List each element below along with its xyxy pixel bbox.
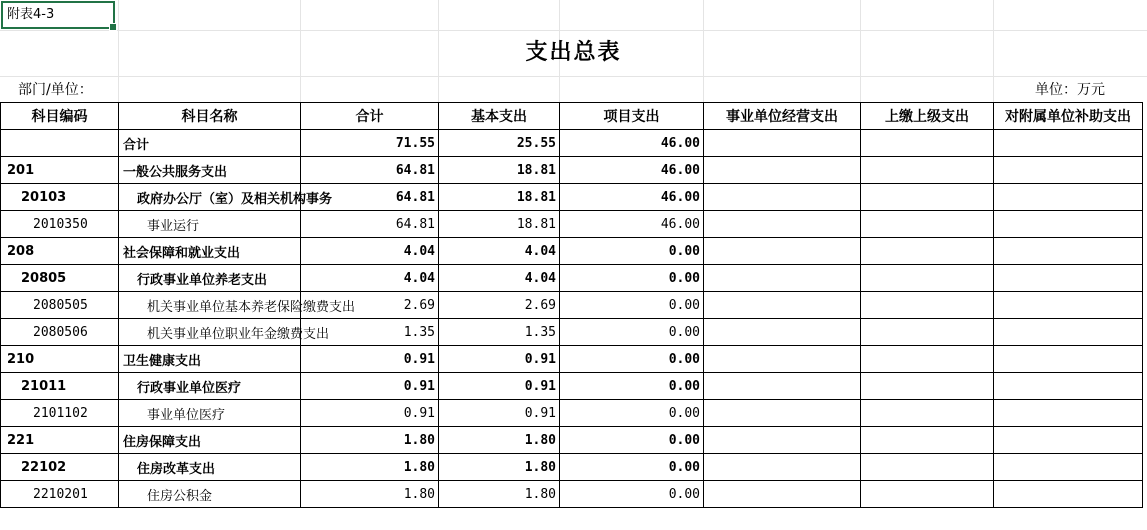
table-row (1, 211, 1143, 238)
subsidy-cell[interactable] (994, 346, 1143, 373)
name-cell[interactable]: 事业运行 (119, 211, 301, 238)
code-cell[interactable]: 2010350 (1, 211, 119, 238)
header-cell[interactable]: 科目名称 (119, 103, 301, 130)
code-cell[interactable] (1, 130, 119, 157)
basic-cell[interactable]: 18.81 (439, 184, 560, 211)
basic-cell[interactable]: 18.81 (439, 157, 560, 184)
subsidy-cell[interactable] (994, 400, 1143, 427)
code-cell[interactable]: 208 (1, 238, 119, 265)
name-cell[interactable]: 住房保障支出 (119, 427, 301, 454)
remit-cell[interactable] (861, 319, 994, 346)
department-label: 部门/单位： (18, 82, 93, 98)
business-cell[interactable] (704, 157, 861, 184)
table-row (1, 238, 1143, 265)
name-cell[interactable]: 合计 (119, 130, 301, 157)
remit-cell[interactable] (861, 373, 994, 400)
basic-cell[interactable]: 0.91 (439, 400, 560, 427)
business-cell[interactable] (704, 427, 861, 454)
fill-handle[interactable] (109, 23, 117, 31)
total-cell[interactable]: 0.91 (301, 346, 439, 373)
cell-ref-text: 附表4-3 (7, 7, 55, 22)
basic-cell[interactable]: 1.80 (439, 481, 560, 508)
subsidy-cell[interactable] (994, 427, 1143, 454)
total-cell[interactable]: 1.80 (301, 427, 439, 454)
header-cell[interactable]: 科目编码 (1, 103, 119, 130)
business-cell[interactable] (704, 238, 861, 265)
total-cell[interactable]: 64.81 (301, 184, 439, 211)
total-cell[interactable]: 1.35 (301, 319, 439, 346)
expenditure-table (0, 102, 1143, 508)
header-cell[interactable]: 基本支出 (439, 103, 560, 130)
table-row (1, 319, 1143, 346)
basic-cell[interactable]: 1.80 (439, 454, 560, 481)
name-cell[interactable]: 机关事业单位基本养老保险缴费支出 (119, 292, 301, 319)
code-cell[interactable]: 201 (1, 157, 119, 184)
total-cell[interactable]: 64.81 (301, 211, 439, 238)
remit-cell[interactable] (861, 157, 994, 184)
code-cell[interactable]: 22102 (1, 454, 119, 481)
subsidy-cell[interactable] (994, 184, 1143, 211)
header-cell[interactable]: 事业单位经营支出 (704, 103, 861, 130)
remit-cell[interactable] (861, 346, 994, 373)
project-cell[interactable]: 46.00 (560, 184, 704, 211)
project-cell[interactable]: 0.00 (560, 373, 704, 400)
project-cell[interactable]: 0.00 (560, 346, 704, 373)
remit-cell[interactable] (861, 265, 994, 292)
business-cell[interactable] (704, 211, 861, 238)
project-cell[interactable]: 0.00 (560, 400, 704, 427)
subsidy-cell[interactable] (994, 238, 1143, 265)
remit-cell[interactable] (861, 238, 994, 265)
table-row (1, 454, 1143, 481)
code-cell[interactable]: 2101102 (1, 400, 119, 427)
total-cell[interactable]: 1.80 (301, 454, 439, 481)
total-cell[interactable]: 0.91 (301, 373, 439, 400)
code-cell[interactable]: 2080506 (1, 319, 119, 346)
total-cell[interactable]: 64.81 (301, 157, 439, 184)
table-row (1, 184, 1143, 211)
project-cell[interactable]: 46.00 (560, 211, 704, 238)
name-cell[interactable]: 住房公积金 (119, 481, 301, 508)
business-cell[interactable] (704, 265, 861, 292)
table-row (1, 427, 1143, 454)
code-cell[interactable]: 2210201 (1, 481, 119, 508)
project-cell[interactable]: 0.00 (560, 265, 704, 292)
header-cell[interactable]: 项目支出 (560, 103, 704, 130)
name-cell[interactable]: 卫生健康支出 (119, 346, 301, 373)
table-row (1, 265, 1143, 292)
code-cell[interactable]: 2080505 (1, 292, 119, 319)
subsidy-cell[interactable] (994, 265, 1143, 292)
business-cell[interactable] (704, 481, 861, 508)
remit-cell[interactable] (861, 454, 994, 481)
basic-cell[interactable]: 2.69 (439, 292, 560, 319)
subsidy-cell[interactable] (994, 319, 1143, 346)
remit-cell[interactable] (861, 481, 994, 508)
name-cell[interactable]: 住房改革支出 (119, 454, 301, 481)
table-row (1, 373, 1143, 400)
code-cell[interactable]: 21011 (1, 373, 119, 400)
basic-cell[interactable]: 4.04 (439, 238, 560, 265)
project-cell[interactable]: 0.00 (560, 481, 704, 508)
project-cell[interactable]: 46.00 (560, 157, 704, 184)
business-cell[interactable] (704, 130, 861, 157)
name-cell[interactable]: 社会保障和就业支出 (119, 238, 301, 265)
subsidy-cell[interactable] (994, 481, 1143, 508)
name-cell[interactable]: 政府办公厅（室）及相关机构事务 (119, 184, 301, 211)
table-row (1, 346, 1143, 373)
selected-cell[interactable] (1, 1, 115, 29)
header-cell[interactable]: 上缴上级支出 (861, 103, 994, 130)
project-cell[interactable]: 46.00 (560, 130, 704, 157)
code-cell[interactable]: 20103 (1, 184, 119, 211)
basic-cell[interactable]: 0.91 (439, 346, 560, 373)
business-cell[interactable] (704, 184, 861, 211)
code-cell[interactable]: 20805 (1, 265, 119, 292)
business-cell[interactable] (704, 454, 861, 481)
table-row (1, 400, 1143, 427)
basic-cell[interactable]: 0.91 (439, 373, 560, 400)
name-cell[interactable]: 一般公共服务支出 (119, 157, 301, 184)
name-cell[interactable]: 机关事业单位职业年金缴费支出 (119, 319, 301, 346)
table-row (1, 157, 1143, 184)
subsidy-cell[interactable] (994, 157, 1143, 184)
subsidy-cell[interactable] (994, 130, 1143, 157)
total-cell[interactable]: 0.91 (301, 400, 439, 427)
grid-line (0, 30, 1147, 31)
remit-cell[interactable] (861, 211, 994, 238)
header-cell[interactable]: 对附属单位补助支出 (994, 103, 1143, 130)
total-cell[interactable]: 4.04 (301, 265, 439, 292)
name-cell[interactable]: 行政事业单位养老支出 (119, 265, 301, 292)
business-cell[interactable] (704, 292, 861, 319)
remit-cell[interactable] (861, 427, 994, 454)
basic-cell[interactable]: 25.55 (439, 130, 560, 157)
total-cell[interactable]: 2.69 (301, 292, 439, 319)
total-cell[interactable]: 1.80 (301, 481, 439, 508)
code-cell[interactable]: 221 (1, 427, 119, 454)
remit-cell[interactable] (861, 400, 994, 427)
remit-cell[interactable] (861, 292, 994, 319)
code-cell[interactable]: 210 (1, 346, 119, 373)
table-row (1, 130, 1143, 157)
remit-cell[interactable] (861, 184, 994, 211)
header-cell[interactable]: 合计 (301, 103, 439, 130)
project-cell[interactable]: 0.00 (560, 238, 704, 265)
subsidy-cell[interactable] (994, 373, 1143, 400)
basic-cell[interactable]: 18.81 (439, 211, 560, 238)
project-cell[interactable]: 0.00 (560, 427, 704, 454)
business-cell[interactable] (704, 373, 861, 400)
basic-cell[interactable]: 1.80 (439, 427, 560, 454)
subsidy-cell[interactable] (994, 454, 1143, 481)
basic-cell[interactable]: 4.04 (439, 265, 560, 292)
total-cell[interactable]: 71.55 (301, 130, 439, 157)
table-row (1, 292, 1143, 319)
name-cell[interactable]: 事业单位医疗 (119, 400, 301, 427)
business-cell[interactable] (704, 319, 861, 346)
project-cell[interactable]: 0.00 (560, 292, 704, 319)
subsidy-cell[interactable] (994, 292, 1143, 319)
table-row (1, 481, 1143, 508)
business-cell[interactable] (704, 346, 861, 373)
subsidy-cell[interactable] (994, 211, 1143, 238)
name-cell[interactable]: 行政事业单位医疗 (119, 373, 301, 400)
table-header-row (1, 103, 1143, 130)
basic-cell[interactable]: 1.35 (439, 319, 560, 346)
grid-line (0, 76, 1147, 77)
total-cell[interactable]: 4.04 (301, 238, 439, 265)
business-cell[interactable] (704, 400, 861, 427)
project-cell[interactable]: 0.00 (560, 319, 704, 346)
page-title: 支出总表 (525, 40, 622, 65)
remit-cell[interactable] (861, 130, 994, 157)
unit-label: 单位：万元 (1035, 82, 1105, 98)
project-cell[interactable]: 0.00 (560, 454, 704, 481)
